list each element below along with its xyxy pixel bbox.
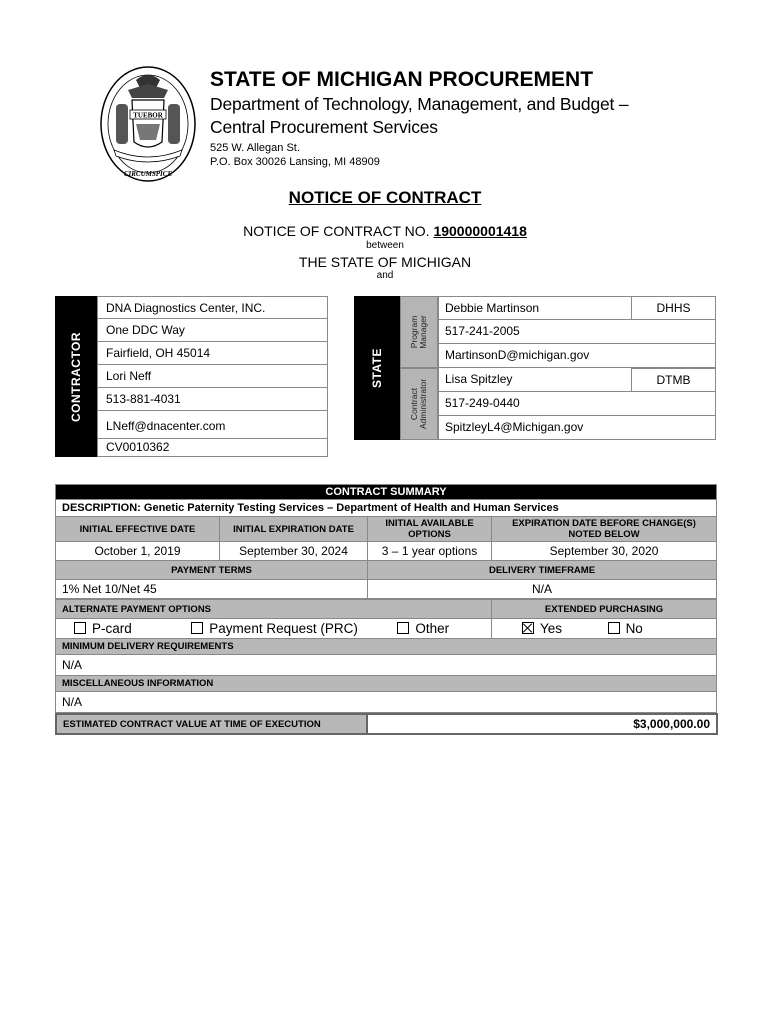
contract-value-label: ESTIMATED CONTRACT VALUE AT TIME OF EXECUTION [56, 714, 367, 734]
address-block [210, 141, 380, 169]
contractor-label: CONTRACTOR [69, 331, 83, 422]
misc-info: N/A [56, 692, 717, 713]
contract-admin-cell [400, 368, 438, 440]
state-label: STATE [370, 347, 384, 389]
col-expiration-date: INITIAL EXPIRATION DATE [220, 517, 368, 542]
ca-phone: 517-249-0440 [438, 392, 716, 416]
michigan-seal-icon [98, 64, 198, 186]
summary-title: CONTRACT SUMMARY [56, 485, 717, 500]
pm-name: Debbie Martinson [438, 296, 632, 320]
pcard-label: P-card [92, 621, 132, 636]
state-label-bar [354, 296, 400, 440]
contract-number: 190000001418 [433, 223, 527, 239]
no-option[interactable] [608, 621, 643, 636]
col-exp-before: EXPIRATION DATE BEFORE CHANGE(S) NOTED BELOW [492, 517, 717, 542]
page-title: STATE OF MICHIGAN PROCUREMENT [210, 68, 594, 91]
no-checkbox[interactable] [608, 622, 620, 634]
seal-tuebor-text: TUEBOR [133, 111, 163, 120]
contractor-address1: One DDC Way [97, 319, 328, 342]
exp-before-date: September 30, 2020 [492, 542, 717, 561]
seal-circumspice-text: CIRCUMSPICE [123, 170, 173, 178]
ca-dept: DTMB [632, 368, 716, 392]
effective-date: October 1, 2019 [56, 542, 220, 561]
and-text: and [376, 270, 394, 281]
prc-checkbox[interactable] [191, 622, 203, 634]
min-delivery: N/A [56, 655, 717, 676]
contractor-vendor-id: CV0010362 [97, 439, 328, 457]
contractor-email[interactable]: LNeff@dnacenter.com [97, 411, 328, 439]
department-name: Department of Technology, Management, and Budget – [210, 94, 629, 114]
address-line1: 525 W. Allegan St. [210, 142, 300, 154]
contract-summary [55, 484, 716, 735]
col-effective-date: INITIAL EFFECTIVE DATE [56, 517, 220, 542]
prc-option[interactable] [191, 621, 358, 636]
misc-label: MISCELLANEOUS INFORMATION [56, 676, 717, 692]
party-state: THE STATE OF MICHIGAN [298, 254, 472, 270]
contractor-contact: Lori Neff [97, 365, 328, 388]
summary-description: DESCRIPTION: Genetic Paternity Testing Services – Department of Health and Human Services [56, 500, 717, 517]
no-label: No [625, 621, 643, 636]
col-options: INITIAL AVAILABLE OPTIONS [368, 517, 492, 542]
contract-admin-label: Contract Administrator [409, 378, 428, 430]
other-option[interactable] [397, 621, 449, 636]
contractor-address2: Fairfield, OH 45014 [97, 342, 328, 365]
extended-purchasing-options [492, 619, 717, 639]
contract-value: $3,000,000.00 [367, 714, 717, 734]
extended-purchasing-label: EXTENDED PURCHASING [492, 600, 717, 619]
yes-label: Yes [540, 621, 563, 636]
contractor-name: DNA Diagnostics Center, INC. [97, 296, 328, 319]
delivery-timeframe-label: DELIVERY TIMEFRAME [368, 561, 717, 580]
pm-dept: DHHS [632, 296, 716, 320]
other-label: Other [415, 621, 450, 636]
pcard-option[interactable] [74, 621, 132, 636]
alt-payment-options [56, 619, 492, 639]
payment-terms: 1% Net 10/Net 45 [56, 580, 368, 599]
pm-email[interactable]: MartinsonD@michigan.gov [438, 344, 716, 368]
contractor-phone: 513-881-4031 [97, 388, 328, 411]
program-manager-cell [400, 296, 438, 368]
contract-number-line [0, 223, 770, 239]
yes-option[interactable] [522, 621, 562, 636]
delivery-timeframe: N/A [368, 580, 717, 599]
expiration-date: September 30, 2024 [220, 542, 368, 561]
division-name: Central Procurement Services [210, 117, 438, 137]
between-text: between [366, 240, 404, 251]
notice-title: NOTICE OF CONTRACT [288, 188, 482, 207]
payment-terms-label: PAYMENT TERMS [56, 561, 368, 580]
min-delivery-label: MINIMUM DELIVERY REQUIREMENTS [56, 639, 717, 655]
ca-email[interactable]: SpitzleyL4@Michigan.gov [438, 416, 716, 440]
address-line2: P.O. Box 30026 Lansing, MI 48909 [210, 156, 380, 168]
prc-label: Payment Request (PRC) [209, 621, 358, 636]
available-options: 3 – 1 year options [368, 542, 492, 561]
alt-payment-label: ALTERNATE PAYMENT OPTIONS [56, 600, 492, 619]
contract-number-label: NOTICE OF CONTRACT NO. [243, 223, 430, 239]
program-manager-label: Program Manager [409, 315, 428, 349]
ca-name: Lisa Spitzley [438, 368, 632, 392]
other-checkbox[interactable] [397, 622, 409, 634]
pm-phone: 517-241-2005 [438, 320, 716, 344]
pcard-checkbox[interactable] [74, 622, 86, 634]
yes-checkbox[interactable] [522, 622, 534, 634]
contractor-label-bar [55, 296, 97, 457]
